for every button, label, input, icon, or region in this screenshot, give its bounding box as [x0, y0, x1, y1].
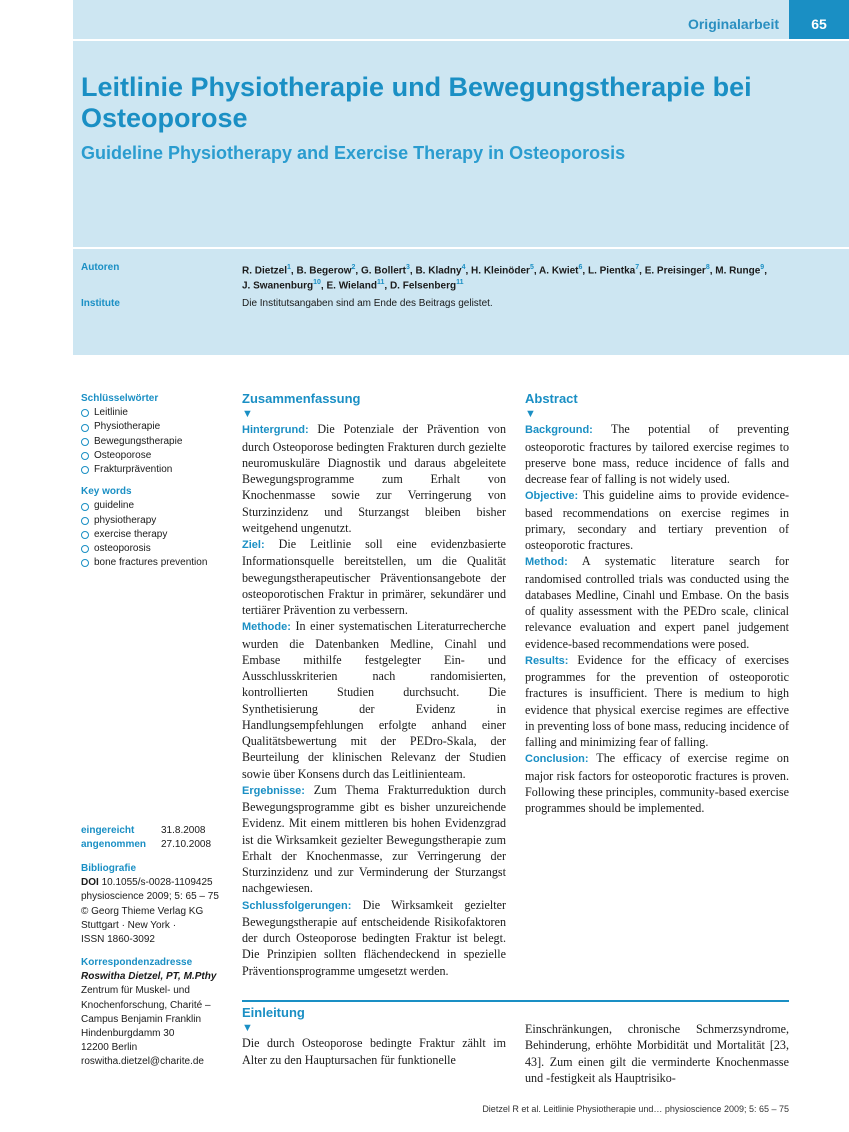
section-label: Hintergrund:: [242, 424, 309, 437]
address-line: Knochenforschung, Charité –: [81, 999, 211, 1011]
section-text: A systematic literature search for randomised controlled trials was conducted using the databases Medline, Cinahl und Embase. On the basis of quality assessment with the PEDro scale, clinical relevance evaluation and expert panel judgement evidence-based recommendations were posed.: [525, 554, 789, 651]
keyword-item: [81, 499, 231, 513]
accepted-label: angenommen: [81, 839, 147, 850]
section-text: Die Wirksamkeit gezielter Bewegungstherapie auf entscheidende Risikofaktoren der durch Osteoporose bedingten Fraktur ist belegt. Die Prinzipien sollten flächendeckend in spezielle Präventionsprogramme umgesetzt werden.: [242, 897, 506, 978]
abstract-english-body: [525, 421, 789, 816]
doi-value: 10.1055/s-0028-1109425: [101, 877, 213, 889]
affiliation-number: 11: [376, 279, 385, 287]
triangle-marker-icon: ▼: [242, 408, 253, 421]
biblio-line: © Georg Thieme Verlag KG: [81, 905, 204, 917]
keyword-text: osteoporosis: [94, 543, 151, 555]
abstract-english: [525, 391, 789, 816]
author-name: D. Felsenberg: [389, 280, 457, 292]
author-name: E. Preisinger: [644, 265, 706, 277]
keywords-english-list: [81, 499, 231, 570]
section-text: The potential of preventing osteoporotic fractures by tailored exercise regimes to preserve bone mass, reduce incidence of falls and decrease fear of falling is not widely used.: [525, 422, 789, 486]
affiliation-number: 3: [405, 264, 410, 271]
section-label: Background:: [525, 424, 593, 437]
abstract-paragraph: [525, 750, 789, 816]
article-title-english: Guideline Physiotherapy and Exercise Therapy in Osteoporosis: [81, 143, 626, 163]
introduction-right-column: Einschränkungen, chronische Schmerzsyndrome, Behinderung, erhöhte Morbidität und Mortalität [23, 43]. Zum einen gilt die verminderte Knochenmasse und -festigkeit als Hauptrisiko-: [525, 1022, 789, 1085]
bullet-circle-icon: [81, 545, 89, 553]
keyword-text: Leitlinie: [94, 407, 128, 419]
bibliography-block: [81, 862, 231, 947]
section-text: Zum Thema Frakturreduktion durch Bewegungsprogramme gibt es bisher unzureichende Evidenz. Mit einem mittleren bis hohen Evidenzgrad ist die Wirksamkeit gezielter Bewegungstherapie zum Erhalt der Knochenmasse, zur Verringerung der Sturzinzidenz und zur Verminderung der Sturzangst nachgewiesen.: [242, 782, 506, 896]
email-address: roswitha.dietzel@charite.de: [81, 1056, 204, 1068]
bibliography-heading: Bibliografie: [81, 863, 137, 874]
keyword-item: [81, 449, 231, 463]
section-label: Originalarbeit: [687, 16, 779, 32]
authors-label: Autoren: [81, 262, 120, 273]
biblio-line: Stuttgart · New York ·: [81, 919, 177, 931]
abstract-paragraph: [525, 652, 789, 751]
keyword-item: [81, 514, 231, 528]
page-number: 65: [811, 16, 827, 32]
section-label: Results:: [525, 654, 569, 667]
address-line: Campus Benjamin Franklin: [81, 1013, 202, 1025]
abstract-paragraph: [242, 897, 506, 979]
abstract-paragraph: [242, 536, 506, 618]
submission-dates: [81, 824, 231, 852]
section-text: The efficacy of exercise regime on major risk factors for osteoporotic fractures is proven. Following these principles, community-based exercise programmes should be implemented.: [525, 751, 789, 815]
author-name: H. Kleinöder: [471, 265, 530, 277]
header-rule-top: [73, 39, 849, 41]
keyword-text: Bewegungstherapie: [94, 435, 183, 447]
correspondence-name: Roswitha Dietzel, PT, M.Pthy: [81, 971, 217, 983]
abstract-paragraph: [525, 553, 789, 652]
bullet-circle-icon: [81, 531, 89, 539]
institute-note: Die Institutsangaben sind am Ende des Beitrags gelistet.: [242, 298, 493, 309]
bullet-circle-icon: [81, 559, 89, 567]
triangle-marker-icon: ▼: [242, 1022, 253, 1035]
abstract-paragraph: [525, 487, 789, 553]
section-text: Die Potenziale der Prävention von durch Osteoporose bedingten Frakturen durch gezielte neuromuskuläre Diagnostik und daraus abgeleitete Bewegungsprogramme zum Erhalt von Knochenmasse sowie zur Verringerung von Sturzinzidenz und Sturzangst bleiben bisher weitgehend ungenutzt.: [242, 422, 506, 535]
authors-list: R. Dietzel$^1$, B. Begerow$^2$, G. Bollert$^3$, B. Kladny$^4$, H. Kleinöder$^5$, A. Kwiet$^6$, L. Pientka$^7$, E. Preisinger$^8$, M. Runge$^9$, J. Swanenburg$^{10}$, E. Wieland$^{11}$, D. Felsenberg$^{11}$: [242, 264, 767, 292]
keyword-item: [81, 542, 231, 556]
section-label: Conclusion:: [525, 753, 589, 766]
address-line: Zentrum für Muskel- und: [81, 985, 190, 997]
author-name: J. Swanenburg: [242, 280, 314, 292]
abstract-paragraph: [525, 421, 789, 487]
article-title-german: Leitlinie Physiotherapie und Bewegungstherapie bei Osteoporose: [81, 72, 752, 133]
section-label: Schlussfolgerungen:: [242, 899, 352, 912]
keyword-item: [81, 420, 231, 434]
keyword-item: [81, 463, 231, 477]
keyword-item: [81, 435, 231, 449]
section-text: This guideline aims to provide evidence-based recommendations on exercise regimes in primary, secondary and tertiary prevention of osteoporotic fractures.: [525, 488, 789, 552]
doi-label: DOI: [81, 877, 99, 889]
author-name: G. Bollert: [360, 265, 406, 277]
address-line: Hindenburgdamm 30: [81, 1028, 175, 1040]
abstract-german-heading: Zusammenfassung: [242, 391, 361, 406]
bullet-circle-icon: [81, 517, 89, 525]
keywords-sidebar: [81, 392, 231, 570]
bullet-circle-icon: [81, 503, 89, 511]
author-name: B. Begerow: [296, 265, 352, 277]
triangle-marker-icon: ▼: [525, 408, 536, 421]
bullet-circle-icon: [81, 424, 89, 432]
accepted-date: 27.10.2008: [161, 839, 212, 850]
keyword-text: Osteoporose: [94, 449, 152, 461]
keyword-item: [81, 556, 231, 570]
keyword-text: exercise therapy: [94, 528, 168, 540]
author-name: L. Pientka: [587, 265, 636, 277]
abstract-english-heading: Abstract: [525, 391, 578, 406]
section-text: In einer systematischen Literaturrecherche wurden die Datenbanken Medline, Cinahl und Embase mithilfe festgelegter Ein- und Ausschlusskriterien nach randomisierten, kontrollierten Studien durchsucht. Die Synthetisierung der Evidenz in Handlungsempfehlungen erfolgte anhand einer Qualitätsbewertung mit der PEDro-Skala, der Beurteilung der klinischen Relevanz der Studien sowie über Konsens durch das Leitlinienteam.: [242, 619, 506, 781]
address-line: 12200 Berlin: [81, 1042, 138, 1054]
received-label: eingereicht: [81, 825, 135, 836]
abstract-paragraph: [242, 421, 506, 536]
bullet-circle-icon: [81, 452, 89, 460]
affiliation-number: 4: [461, 264, 466, 271]
abstract-paragraph: [242, 618, 506, 782]
introduction-text-left: Die durch Osteoporose bedingte Fraktur zählt im Alter zu den Hauptursachen für funktionelle: [242, 1036, 506, 1067]
correspondence-block: [81, 956, 231, 1070]
bullet-circle-icon: [81, 466, 89, 474]
section-label: Methode:: [242, 621, 291, 634]
abstract-german-body: [242, 421, 506, 979]
received-date: 31.8.2008: [161, 825, 206, 836]
section-label: Ergebnisse:: [242, 784, 305, 797]
affiliation-number: 11: [456, 279, 464, 287]
correspondence-heading: Korrespondenzadresse: [81, 957, 193, 968]
author-name: B. Kladny: [415, 265, 462, 277]
biblio-line: ISSN 1860-3092: [81, 934, 155, 946]
section-label: Ziel:: [242, 539, 265, 551]
page-number-box: [789, 0, 849, 39]
section-label: Method:: [525, 556, 568, 569]
introduction-left-column: [242, 1005, 506, 1068]
bullet-circle-icon: [81, 438, 89, 446]
keyword-text: physiotherapy: [94, 514, 157, 526]
abstract-paragraph: [242, 782, 506, 897]
page-footer: Dietzel R et al. Leitlinie Physiotherapie und… physioscience 2009; 5: 65 – 75: [482, 1104, 789, 1114]
keywords-german-list: [81, 406, 231, 477]
section-label: Objective:: [525, 490, 579, 503]
keyword-text: Frakturprävention: [94, 464, 173, 476]
biblio-line: physioscience 2009; 5: 65 – 75: [81, 891, 219, 903]
author-name: E. Wieland: [326, 280, 377, 292]
affiliation-number: 1: [287, 264, 291, 271]
author-name: R. Dietzel: [242, 265, 288, 277]
affiliation-number: 6: [578, 264, 583, 271]
affiliation-number: 7: [635, 264, 640, 271]
keyword-text: guideline: [94, 500, 135, 512]
keyword-item: [81, 406, 231, 420]
affiliation-number: 10: [313, 279, 321, 287]
affiliation-number: 2: [351, 264, 356, 271]
author-name: A. Kwiet: [539, 265, 579, 277]
affiliation-number: 9: [760, 264, 765, 271]
affiliation-number: 5: [529, 264, 534, 271]
keyword-item: [81, 528, 231, 542]
keyword-text: bone fractures prevention: [94, 557, 208, 569]
abstract-german: [242, 391, 506, 979]
introduction-rule: [242, 1000, 789, 1002]
bullet-circle-icon: [81, 409, 89, 417]
section-text: Die Leitlinie soll eine evidenzbasierte Informationsquelle bereitstellen, um die Qualität bewegungstherapeutischer Präventionsangebote der osteoporotischen Fraktur in primärer, sekundärer und tertiärer Prävention zu verbessern.: [242, 537, 506, 617]
section-text: Evidence for the efficacy of exercises programmes for the prevention of osteoporotic fractures is insufficient. There is medium to high evidence that physical exercise regimes are effective in preventing loss of bone mass, reducing incidence of falling and minimizing fear of falling.: [525, 652, 789, 749]
header-rule-middle: [73, 247, 849, 249]
author-name: M. Runge: [715, 265, 761, 277]
keyword-text: Physiotherapie: [94, 421, 161, 433]
keywords-english-heading: Key words: [81, 486, 132, 498]
introduction-heading: Einleitung: [242, 1005, 305, 1020]
affiliation-number: 8: [705, 264, 710, 271]
keywords-german-heading: Schlüsselwörter: [81, 393, 159, 404]
institute-label: Institute: [81, 298, 120, 309]
